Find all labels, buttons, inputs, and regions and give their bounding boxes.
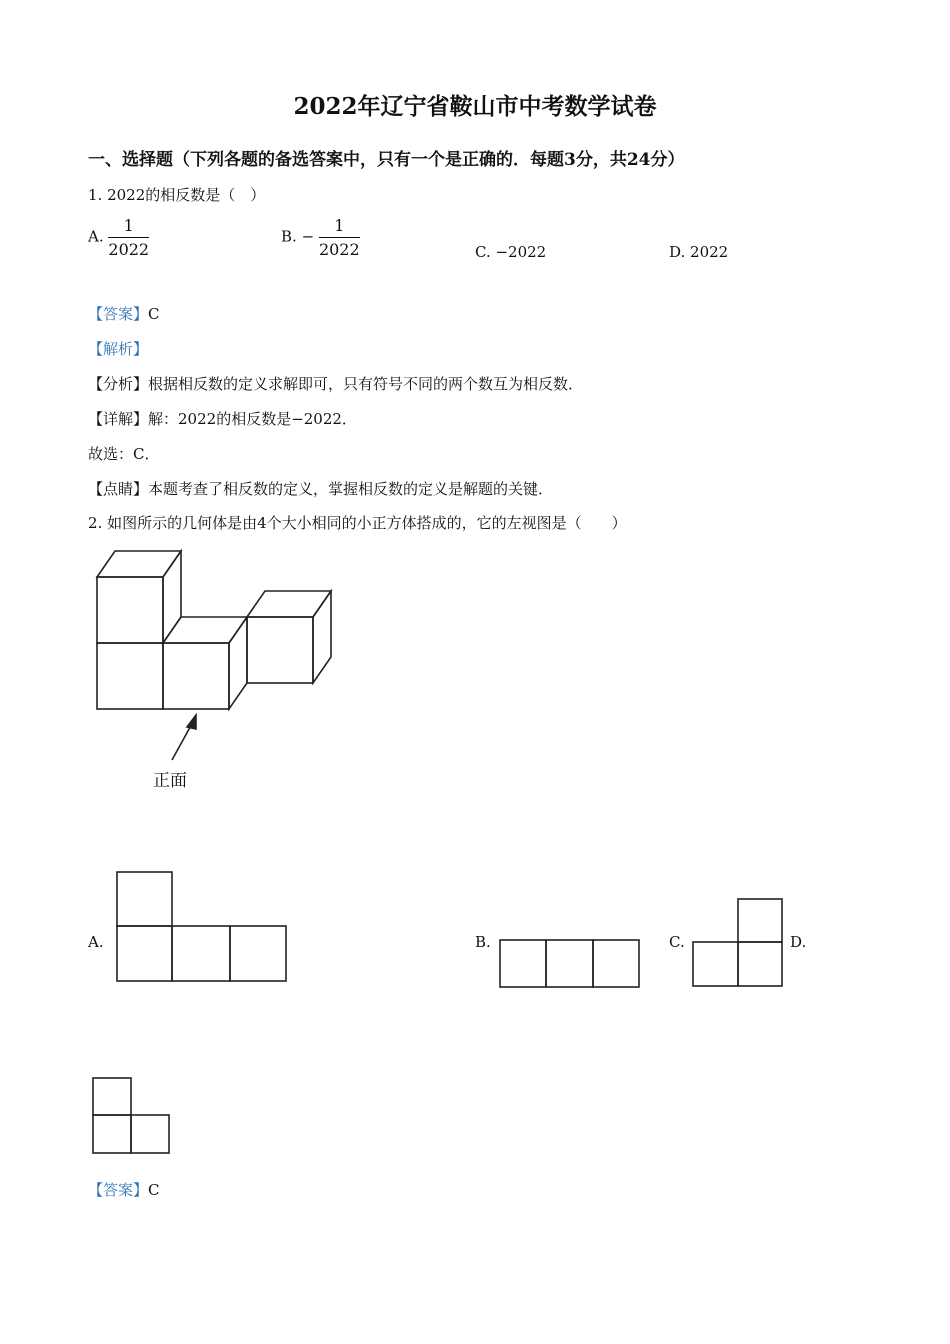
q1-xiangjie-text: 解：2022的相反数是−2022．	[148, 410, 357, 428]
q2-answer-value: C	[148, 1181, 160, 1199]
q2-option-c-letter: C.	[669, 933, 685, 951]
q1-option-b-letter: B.	[281, 227, 297, 246]
q1-option-a-letter: A.	[88, 227, 104, 246]
q1-stem: 1. 2022的相反数是（ ）	[88, 186, 266, 204]
q2-answer-tag: 【答案】	[88, 1181, 149, 1199]
q2-option-b-figure	[500, 940, 639, 987]
section-heading: 一、选择题（下列各题的备选答案中，只有一个是正确的．每题3分，共24分）	[88, 150, 685, 170]
q2-answer	[88, 1179, 160, 1200]
q1-fenxi-tag: 【分析】	[88, 375, 149, 393]
q1-choice-statement: 故选：C．	[88, 445, 160, 463]
q1-option-b-sign: −	[301, 227, 315, 246]
q1-dianjing-text: 本题考查了相反数的定义，掌握相反数的定义是解题的关键．	[148, 480, 554, 498]
q1-fenxi-text: 根据相反数的定义求解即可，只有符号不同的两个数互为相反数．	[148, 375, 584, 393]
q1-option-d: D. 2022	[669, 243, 729, 261]
q2-option-a-figure	[117, 872, 286, 981]
q1-option-a-denominator: 2022	[108, 240, 150, 259]
q2-stem: 2. 如图所示的几何体是由4个大小相同的小正方体搭成的，它的左视图是（ ）	[88, 514, 627, 532]
front-label: 正面	[153, 771, 187, 791]
q2-option-c-figure	[693, 899, 782, 986]
q1-answer-tag: 【答案】	[88, 305, 149, 323]
q1-option-c: C. −2022	[475, 243, 547, 261]
q2-option-d-figure	[93, 1078, 169, 1153]
q1-option-b-denominator: 2022	[318, 240, 360, 259]
q1-answer-value: C	[148, 305, 160, 323]
q2-option-a-letter: A.	[88, 933, 104, 951]
page-title: 2022年辽宁省鞍山市中考数学试卷	[293, 93, 657, 120]
q2-option-b-letter: B.	[475, 933, 491, 951]
q2-option-d-letter: D.	[790, 933, 807, 951]
q1-xiangjie-tag: 【详解】	[88, 410, 149, 428]
q1-option-b-numerator: 1	[319, 216, 360, 238]
q1-option-a-numerator: 1	[108, 216, 149, 238]
q1-analysis-tag: 【解析】	[88, 340, 149, 358]
q1-dianjing-tag: 【点睛】	[88, 480, 149, 498]
